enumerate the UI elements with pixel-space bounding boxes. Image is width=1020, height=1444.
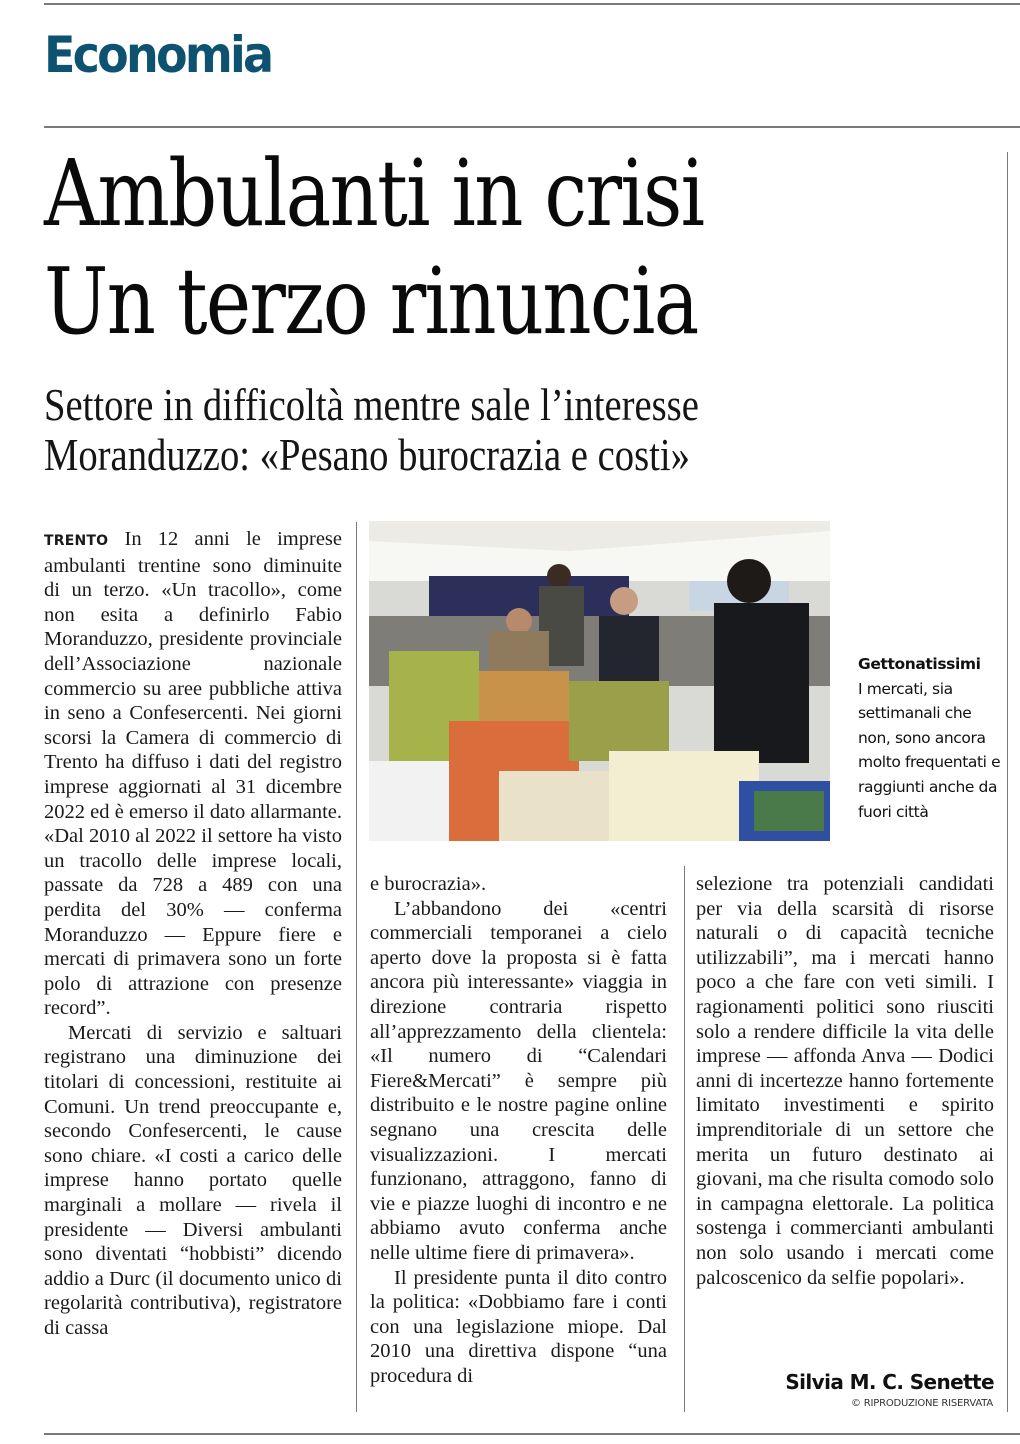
headline-line-2: Un terzo rinuncia (44, 248, 698, 355)
author-byline: Silvia M. C. Senette (785, 1370, 994, 1394)
top-rule (44, 3, 1020, 5)
body-paragraph: L’abbandono dei «centri commerciali temporanei a cielo aperto dove la proposta si è fatta ancora più interessante» viaggia in direzione contraria rispetto all’apprezzamento della clientela: «Il numero di “Calendari Fiere&Mercati” è sempre più distribuito e le nostre pagine online segnano una crescita delle visualizzazioni. I mercati funzionano, attraggono, fanno di vie e piazze luoghi di incontro e ne abbiamo avuto conferma anche nelle ultime fiere di primavera». (370, 897, 667, 1264)
photo-caption (858, 652, 1008, 824)
section-label: Economia (44, 26, 272, 84)
body-paragraph: selezione tra potenziali candidati per via della scarsità di risorse naturali o di capacità tecniche utilizzabili”, ma i mercati hanno poco a che fare con veti simili. I ragionamenti politici sono riusciti solo a rendere difficile la vita delle imprese — affonda Anva — Dodici anni di incertezze hanno fortemente limitato investimenti e spirito imprenditoriale di un settore che merita un futuro destinato ai giovani, ma che risulta comodo solo in campagna elettorale. La politica sostenga i commercianti ambulanti non solo usando i mercati come palcoscenico da selfie popolari». (696, 873, 994, 1289)
headline (44, 140, 791, 356)
headline-line-1: Ambulanti in crisi (44, 140, 704, 247)
article-column-2 (370, 872, 667, 1388)
article-column-1 (44, 527, 342, 1341)
body-paragraph: Il presidente punta il dito contro la politica: «Dobbiamo fare i conti con una legislazione miope. Dal 2010 una direttiva dispone “una procedura di (370, 1266, 667, 1387)
caption-title: Gettonatissimi (858, 655, 981, 673)
subheadline-line-2: Moranduzzo: «Pesano burocrazia e costi» (44, 429, 690, 480)
lead-paragraph: TRENTO In 12 anni le imprese ambulanti trentine sono diminuite di un terzo. «Un tracollo», come non esita a definirlo Fabio Moranduzzo, presidente provinciale dell’Associazione nazionale commercio su aree pubbliche attiva in seno a Confesercenti. Nei giorni scorsi la Camera di commercio di Trento ha diffuso i dati del registro imprese aggiornati al 31 dicembre 2022 ed è emerso il dato allarmante. «Dal 2010 al 2022 il settore ha visto un tracollo delle imprese locali, passate da 728 a 489 con una perdita del 30% — conferma Moranduzzo — Eppure fiere e mercati di primavera sono un forte polo di attrazione con presenze record”. (44, 528, 342, 1020)
bottom-rule (44, 1433, 1020, 1435)
subheadline (44, 380, 800, 480)
copyright-notice: © RIPRODUZIONE RISERVATA (850, 1398, 993, 1409)
column-divider-1 (356, 522, 357, 1412)
body-paragraph: e burocrazia». (370, 873, 487, 895)
column-divider-2 (684, 866, 685, 1412)
article-column-3 (696, 872, 994, 1290)
market-stall-photo (369, 521, 830, 841)
photo-illustration (369, 521, 830, 841)
section-rule (44, 126, 1020, 128)
body-paragraph: Mercati di servizio e saltuari registrano una diminuzione dei titolari di concessioni, restituite ai Comuni. Un trend preoccupante e, secondo Confesercenti, le cause sono chiare. «I costi a carico delle imprese hanno portato quelle marginali a mollare — rivela il presidente — Diversi ambulanti sono diventati “hobbisti” dicendo addio a Durc (il documento unico di regolarità contributiva), registratore di cassa (44, 1021, 342, 1339)
dateline: TRENTO (44, 533, 109, 549)
subheadline-line-1: Settore in difficoltà mentre sale l’interesse (44, 379, 699, 430)
caption-text: I mercati, sia settimanali che non, sono ancora molto frequentati e raggiunti anche da fuori città (858, 679, 1001, 821)
